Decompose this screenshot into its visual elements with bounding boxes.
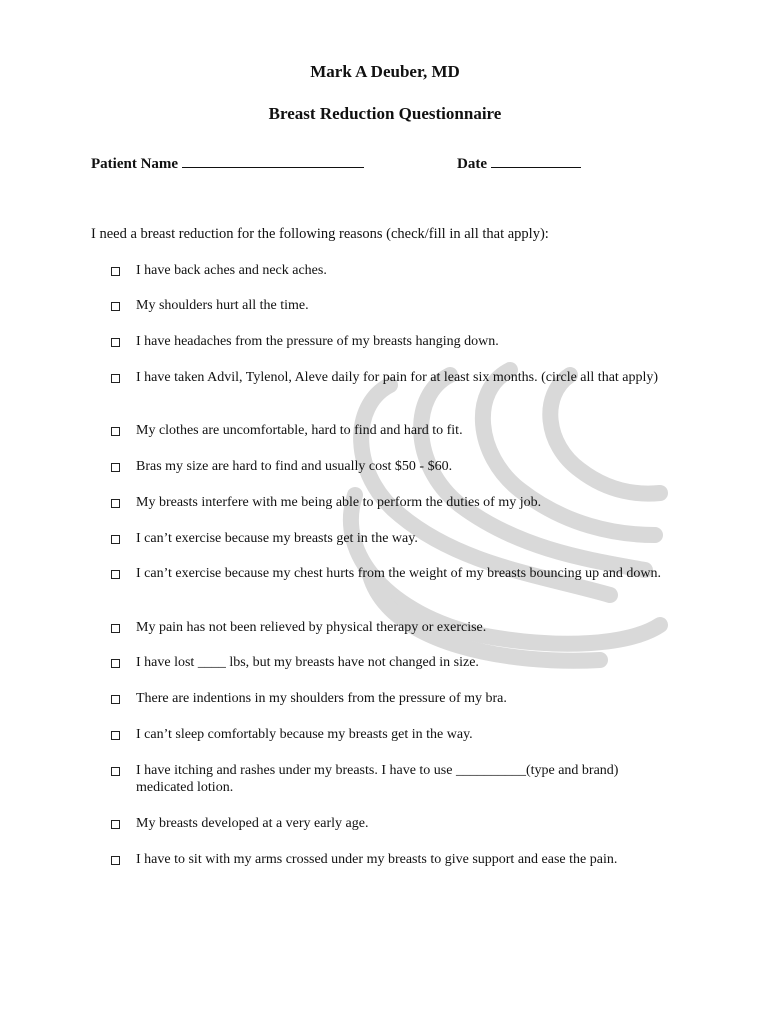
patient-name-blank[interactable]	[182, 153, 364, 168]
date-field	[457, 153, 581, 173]
checkbox[interactable]	[111, 463, 120, 472]
patient-name-label: Patient Name	[91, 156, 179, 172]
checkbox[interactable]	[111, 535, 120, 544]
item-text: I can’t sleep comfortably because my breasts get in the way.	[136, 727, 473, 742]
item-text: There are indentions in my shoulders from the pressure of my bra.	[136, 691, 507, 706]
item-text: I have headaches from the pressure of my breasts hanging down.	[136, 334, 499, 349]
intro-text: I need a breast reduction for the following reasons (check/fill in all that apply):	[91, 226, 549, 242]
item-text: My pain has not been relieved by physical therapy or exercise.	[136, 620, 487, 635]
form-title: Breast Reduction Questionnaire	[268, 104, 502, 123]
item-text: I can’t exercise because my chest hurts from the weight of my breasts bouncing up and down.	[136, 566, 661, 581]
checkbox[interactable]	[111, 767, 120, 776]
item-text: I can’t exercise because my breasts get in the way.	[136, 531, 418, 546]
item-text: My clothes are uncomfortable, hard to find and hard to fit.	[136, 423, 463, 438]
checkbox[interactable]	[111, 499, 120, 508]
checkbox[interactable]	[111, 374, 120, 383]
item-text: My breasts developed at a very early age.	[136, 816, 369, 831]
checkbox[interactable]	[111, 570, 120, 579]
checkbox[interactable]	[111, 338, 120, 347]
date-label: Date	[457, 156, 487, 172]
doctor-name: Mark A Deuber, MD	[310, 62, 460, 81]
checkbox[interactable]	[111, 731, 120, 740]
patient-name-field	[91, 153, 364, 173]
item-text: I have to sit with my arms crossed under my breasts to give support and ease the pain.	[136, 852, 618, 867]
checkbox[interactable]	[111, 302, 120, 311]
checkbox[interactable]	[111, 695, 120, 704]
checkbox[interactable]	[111, 820, 120, 829]
checkbox[interactable]	[111, 659, 120, 668]
date-blank[interactable]	[491, 153, 581, 168]
item-text: Bras my size are hard to find and usually cost $50 - $60.	[136, 459, 453, 474]
item-text: I have itching and rashes under my breasts. I have to use __________(type and brand) medicated lotion.	[136, 763, 619, 795]
item-text: I have taken Advil, Tylenol, Aleve daily for pain for at least six months. (circle all that apply)	[136, 370, 659, 385]
item-text: I have back aches and neck aches.	[136, 263, 327, 278]
checkbox[interactable]	[111, 624, 120, 633]
checkbox[interactable]	[111, 427, 120, 436]
checkbox[interactable]	[111, 856, 120, 865]
item-text: My breasts interfere with me being able to perform the duties of my job.	[136, 495, 542, 510]
item-text: My shoulders hurt all the time.	[136, 298, 309, 313]
checkbox[interactable]	[111, 267, 120, 276]
item-text: I have lost ____ lbs, but my breasts have not changed in size.	[136, 655, 479, 670]
